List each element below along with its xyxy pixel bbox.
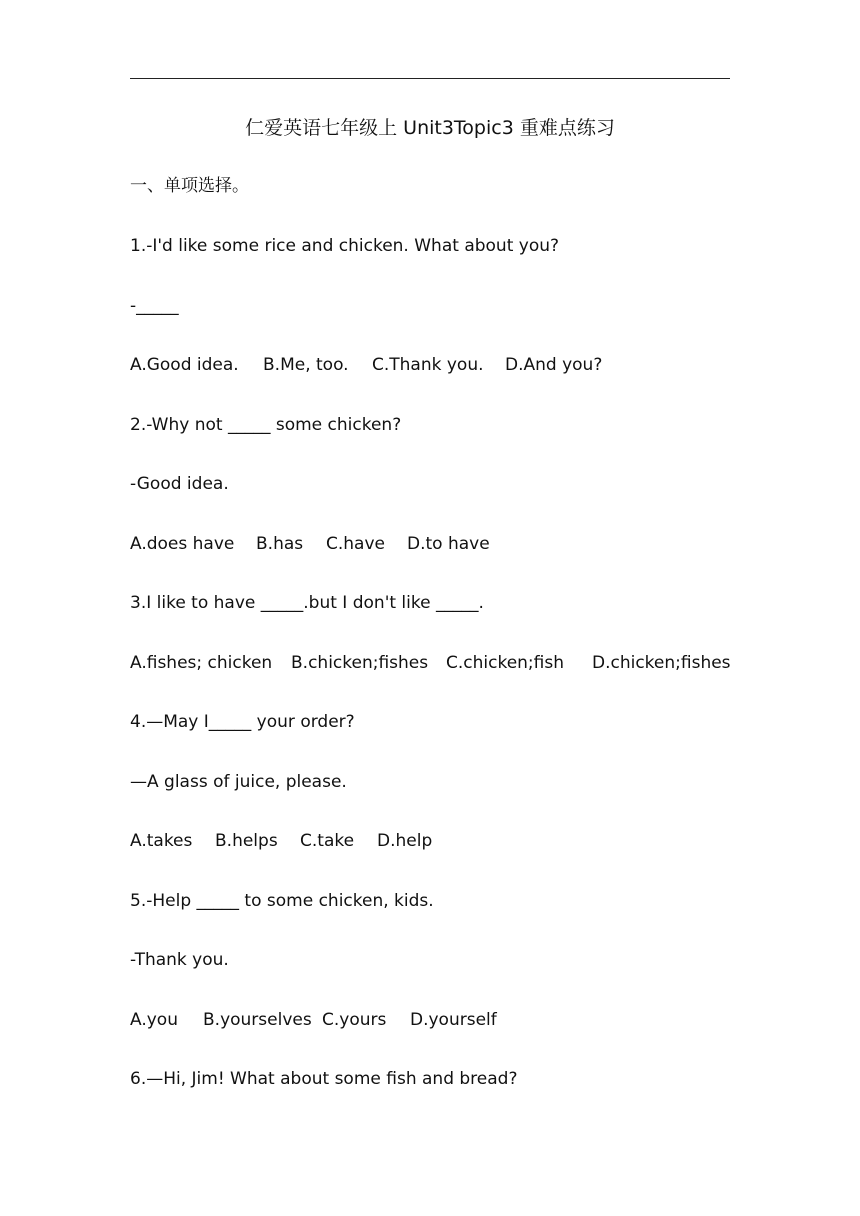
question-5-option-d: D.yourself — [410, 1010, 497, 1030]
question-2-reply: -Good idea. — [130, 474, 229, 494]
question-5-reply: -Thank you. — [130, 950, 229, 970]
question-5-option-b: B.yourselves — [203, 1010, 312, 1030]
question-4-stem: 4.—May I_____ your order? — [130, 712, 355, 732]
question-4-option-d: D.help — [377, 831, 433, 851]
question-1-option-c: C.Thank you. — [372, 355, 484, 375]
question-1-option-b: B.Me, too. — [263, 355, 349, 375]
question-1-option-a: A.Good idea. — [130, 355, 239, 375]
question-5-option-c: C.yours — [322, 1010, 387, 1030]
question-2-options — [130, 532, 750, 556]
document-title: 仁爱英语七年级上 Unit3Topic3 重难点练习 — [245, 117, 615, 139]
question-2-option-b: B.has — [256, 534, 304, 554]
question-5-options — [130, 1008, 750, 1032]
question-5-stem: 5.-Help _____ to some chicken, kids. — [130, 891, 434, 911]
question-2-stem: 2.-Why not _____ some chicken? — [130, 415, 402, 435]
question-1-option-d: D.And you? — [505, 355, 603, 375]
question-3-option-a: A.fishes; chicken — [130, 653, 273, 673]
question-3-options — [130, 651, 750, 675]
question-4-option-b: B.helps — [215, 831, 278, 851]
question-3-option-b: B.chicken;fishes — [291, 653, 429, 673]
question-4-option-c: C.take — [300, 831, 355, 851]
section-heading: 一、单项选择。 — [130, 176, 249, 196]
question-1-options — [130, 353, 750, 377]
question-1-stem: 1.-I'd like some rice and chicken. What about you? — [130, 236, 560, 256]
header-rule — [130, 78, 730, 79]
question-4-option-a: A.takes — [130, 831, 193, 851]
question-2-option-a: A.does have — [130, 534, 235, 554]
question-3-stem: 3.I like to have _____.but I don't like _____. — [130, 593, 484, 613]
question-4-reply: —A glass of juice, please. — [130, 772, 347, 792]
question-2-option-c: C.have — [326, 534, 385, 554]
question-6-stem: 6.—Hi, Jim! What about some fish and bread? — [130, 1069, 518, 1089]
question-5-option-a: A.you — [130, 1010, 178, 1030]
question-3-option-c: C.chicken;fish — [446, 653, 565, 673]
question-3-option-d: D.chicken;fishes — [592, 653, 731, 673]
question-4-options — [130, 829, 750, 853]
question-2-option-d: D.to have — [407, 534, 490, 554]
question-1-answer-line: -_____ — [130, 296, 179, 316]
